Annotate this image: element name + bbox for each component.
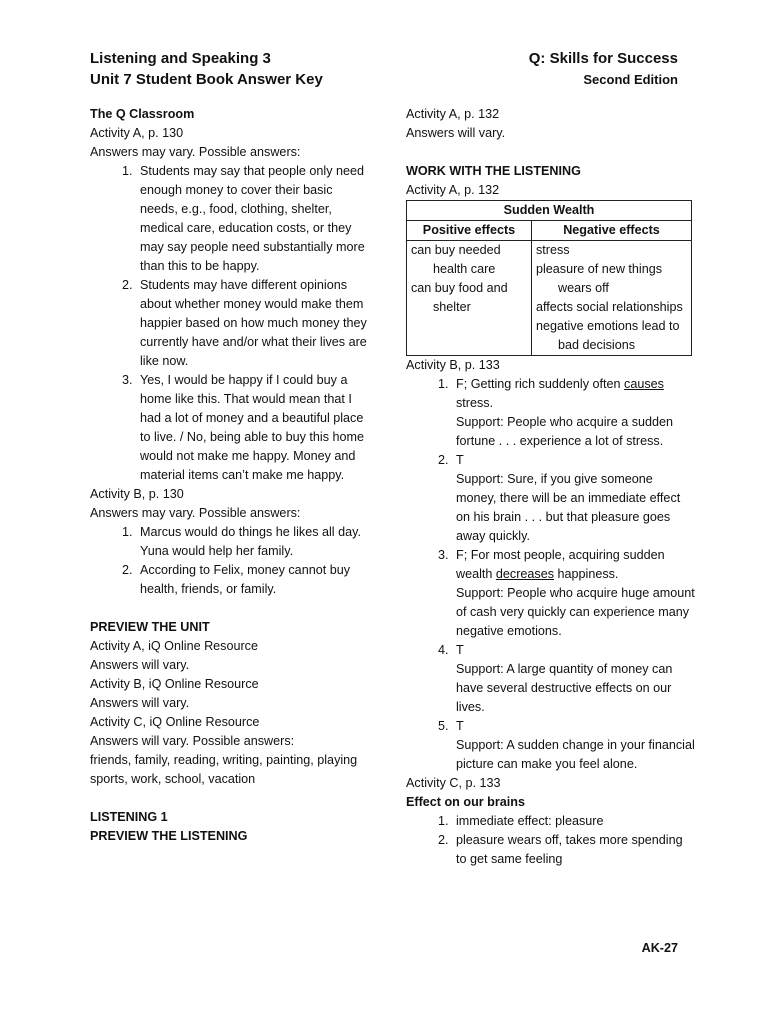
- answer-text: F; For most people, acquiring sudden wealth: [456, 548, 665, 581]
- table-cell-item: can buy food and shelter: [411, 281, 508, 314]
- activity-label: Activity A, iQ Online Resource: [90, 639, 258, 653]
- support-text: Support: Sure, if you give someone money, there will be an immediate effect on his brain . . . but that pleasure goes away quickly.: [456, 472, 681, 543]
- subsection-heading: Effect on our brains: [406, 795, 525, 809]
- underlined-word: decreases: [495, 567, 555, 581]
- answer-intro: Answers will vary. Possible answers:: [90, 734, 295, 748]
- table-cell-item: affects social relationships: [536, 300, 683, 314]
- answer-text: F; Getting rich suddenly often: [456, 377, 625, 391]
- column-header-negative: Negative effects: [532, 221, 692, 241]
- table-cell-item: negative emotions lead to bad decisions: [536, 319, 680, 352]
- page-number: AK-27: [641, 941, 678, 955]
- left-column: [90, 105, 370, 846]
- support-text: Support: A sudden change in your financial picture can make you feel alone.: [456, 738, 695, 771]
- right-column: [406, 105, 696, 869]
- support-text: Support: People who acquire a sudden fortune . . . experience a lot of stress.: [456, 415, 674, 448]
- activity-label: Activity C, iQ Online Resource: [90, 715, 260, 729]
- list-item: [452, 717, 696, 774]
- positive-effects-cell: [407, 241, 532, 356]
- list-item: 3. Yes, I would be happy if I could buy a home like this. That would mean that I had a lot of money and a beautiful place to live. / No, being able to buy this home would not make me happy. Money and material items can’t make me happy.: [136, 371, 370, 485]
- table-cell-item: pleasure of new things wears off: [536, 262, 663, 295]
- list-item: 2. According to Felix, money cannot buy health, friends, or family.: [136, 561, 370, 599]
- list-item: 1. Students may say that people only need enough money to cover their basic needs, e.g., food, clothing, shelter, medical care, education costs, or they may say people need substantially more than this to be happy.: [136, 162, 370, 276]
- list-item: [452, 375, 696, 451]
- answer-intro: Answers may vary. Possible answers:: [90, 145, 301, 159]
- list-item: 1. immediate effect: pleasure: [452, 812, 696, 831]
- activity-label: Activity B, p. 133: [406, 358, 500, 372]
- list-item: 2. pleasure wears off, takes more spending to get same feeling: [452, 831, 696, 869]
- answer-text: 2. T: [456, 453, 464, 467]
- support-text: Support: People who acquire huge amount of cash very quickly can experience many negative emotions.: [456, 586, 695, 638]
- support-text: Support: A large quantity of money can have several destructive effects on our lives.: [456, 662, 673, 714]
- answer-list: [406, 375, 696, 774]
- answer-list: [90, 523, 370, 599]
- answer-text: friends, family, reading, writing, painting, playing sports, work, school, vacation: [90, 753, 358, 786]
- section-heading: WORK WITH THE LISTENING: [406, 164, 581, 178]
- activity-label: Activity B, p. 130: [90, 487, 184, 501]
- list-item: 1. Marcus would do things he likes all day. Yuna would help her family.: [136, 523, 370, 561]
- activity-label: Activity A, p. 132: [406, 183, 500, 197]
- table-title: Sudden Wealth: [407, 201, 692, 221]
- section-heading: PREVIEW THE LISTENING: [90, 829, 248, 843]
- sudden-wealth-table: [406, 200, 692, 356]
- series-name: Q: Skills for Success: [528, 50, 678, 67]
- activity-label: Activity C, p. 133: [406, 776, 501, 790]
- list-item: 2. Students may have different opinions about whether money would make them happier based on how much money they currently have and/or what their lives are like now.: [136, 276, 370, 371]
- activity-label: Activity A, p. 132: [406, 107, 500, 121]
- edition-label: Second Edition: [583, 72, 678, 87]
- title-line-1: Listening and Speaking 3: [90, 50, 271, 67]
- document-title: [90, 48, 323, 90]
- negative-effects-cell: [532, 241, 692, 356]
- answer-intro: Answers may vary. Possible answers:: [90, 506, 301, 520]
- activity-label: Activity A, p. 130: [90, 126, 184, 140]
- list-item: [452, 451, 696, 546]
- answer-text: 4. T: [456, 643, 464, 657]
- activity-label: Activity B, iQ Online Resource: [90, 677, 259, 691]
- title-line-2: Unit 7 Student Book Answer Key: [90, 71, 323, 88]
- table-cell-item: can buy needed health care: [411, 243, 501, 276]
- list-item: [452, 546, 696, 641]
- answer-text: Answers will vary.: [90, 696, 190, 710]
- series-title: [529, 48, 678, 90]
- column-header-positive: Positive effects: [407, 221, 532, 241]
- answer-text: happiness.: [554, 567, 619, 581]
- underlined-word: causes: [624, 377, 664, 391]
- answer-text: stress.: [456, 396, 494, 410]
- answer-list: [406, 812, 696, 869]
- section-heading: The Q Classroom: [90, 107, 195, 121]
- section-heading: PREVIEW THE UNIT: [90, 620, 210, 634]
- answer-text: Answers will vary.: [90, 658, 190, 672]
- list-item: [452, 641, 696, 717]
- answer-text: Answers will vary.: [406, 126, 506, 140]
- answer-list: [90, 162, 370, 485]
- answer-text: 5. T: [456, 719, 464, 733]
- section-heading: LISTENING 1: [90, 810, 168, 824]
- table-cell-item: stress: [536, 243, 570, 257]
